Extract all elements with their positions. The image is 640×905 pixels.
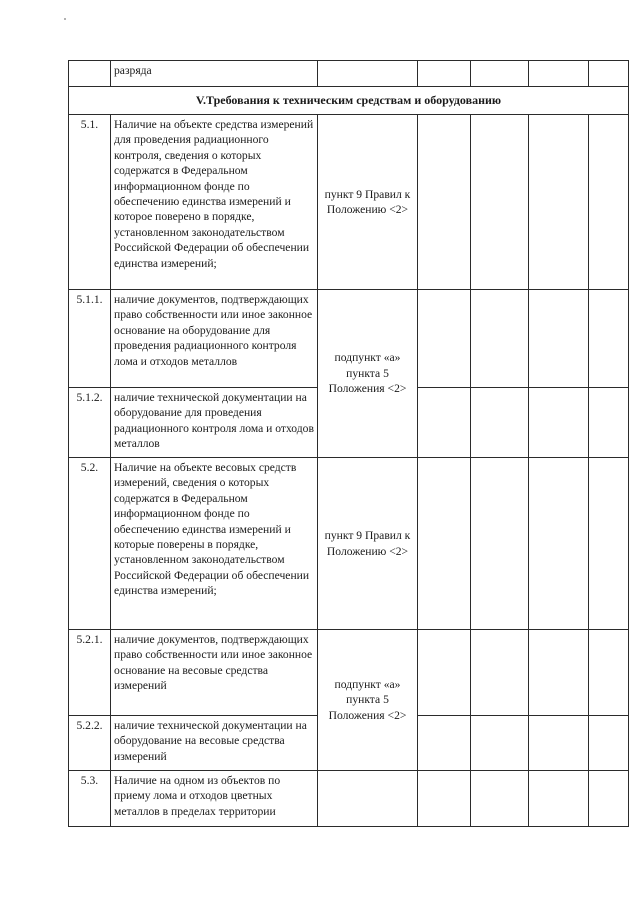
row-number: 5.1. (69, 115, 111, 290)
cell-answer-no (471, 290, 529, 388)
cell-answer-yes (418, 61, 471, 87)
cell-answer-yes (418, 290, 471, 388)
requirements-table (68, 60, 629, 827)
row-text: наличие технической документации на оборудование для проведения радиационного контроля лома и отходов металлов (111, 388, 318, 458)
row-number: 5.2.1. (69, 630, 111, 716)
cell-answer-na (529, 290, 589, 388)
cell-answer-na (529, 771, 589, 827)
cell-answer-na (529, 458, 589, 630)
cell-answer-no (471, 388, 529, 458)
cell-text: разряда (111, 61, 318, 87)
cell-answer-na (529, 115, 589, 290)
cell-ref (318, 61, 418, 87)
cell-answer-no (471, 716, 529, 771)
row-text: наличие технической документации на оборудование на весовые средства измерений (111, 716, 318, 771)
row-reference: подпункт «а» пункта 5 Положения <2> (318, 630, 418, 771)
cell-num (69, 61, 111, 87)
cell-answer-na (529, 61, 589, 87)
cell-answer-no (471, 115, 529, 290)
row-number: 5.2.2. (69, 716, 111, 771)
cell-notes (589, 115, 629, 290)
cell-notes (589, 290, 629, 388)
table-row (69, 630, 629, 716)
row-reference: пункт 9 Правил к Положению <2> (318, 115, 418, 290)
cell-notes (589, 771, 629, 827)
cell-answer-no (471, 630, 529, 716)
cell-answer-yes (418, 388, 471, 458)
cell-answer-no (471, 771, 529, 827)
cell-reference (318, 771, 418, 827)
row-number: 5.3. (69, 771, 111, 827)
row-reference: пункт 9 Правил к Положению <2> (318, 458, 418, 630)
cell-answer-yes (418, 630, 471, 716)
cell-answer-yes (418, 771, 471, 827)
row-number: 5.2. (69, 458, 111, 630)
row-number: 5.1.2. (69, 388, 111, 458)
row-number: 5.1.1. (69, 290, 111, 388)
cell-answer-na (529, 388, 589, 458)
cell-answer-yes (418, 458, 471, 630)
table-row (69, 771, 629, 827)
cell-notes (589, 630, 629, 716)
row-text: Наличие на объекте средства измерений для проведения радиационного контроля, сведения о которых содержатся в Федеральном информационном фонде по обеспечению единства измерений и которое поверено в порядке, установленном законодательством Российской Федерации об обеспечении единства измерений; (111, 115, 318, 290)
section-header-row (69, 87, 629, 115)
scan-speck (64, 18, 66, 20)
cell-answer-no (471, 458, 529, 630)
row-reference: подпункт «а» пункта 5 Положения <2> (318, 290, 418, 458)
continued-row (69, 61, 629, 87)
row-text: наличие документов, подтверждающих право собственности или иное законное основание на оборудование для проведения радиационного контроля лома и отходов металлов (111, 290, 318, 388)
cell-notes (589, 61, 629, 87)
section-title: V.Требования к техническим средствам и оборудованию (69, 87, 629, 115)
table-row (69, 290, 629, 388)
cell-notes (589, 388, 629, 458)
cell-notes (589, 716, 629, 771)
cell-answer-yes (418, 115, 471, 290)
cell-answer-no (471, 61, 529, 87)
cell-answer-na (529, 716, 589, 771)
row-text: Наличие на объекте весовых средств измерений, сведения о которых содержатся в Федеральном информационном фонде по обеспечению единства измерений и которые поверены в порядке, установленном законодательством Российской Федерации об обеспечении единства измерений; (111, 458, 318, 630)
row-text: наличие документов, подтверждающих право собственности или иное законное основание на весовые средства измерений (111, 630, 318, 716)
row-text: Наличие на одном из объектов по приему лома и отходов цветных металлов в пределах территории (111, 771, 318, 827)
table-row (69, 458, 629, 630)
table-row (69, 115, 629, 290)
cell-answer-na (529, 630, 589, 716)
cell-answer-yes (418, 716, 471, 771)
cell-notes (589, 458, 629, 630)
